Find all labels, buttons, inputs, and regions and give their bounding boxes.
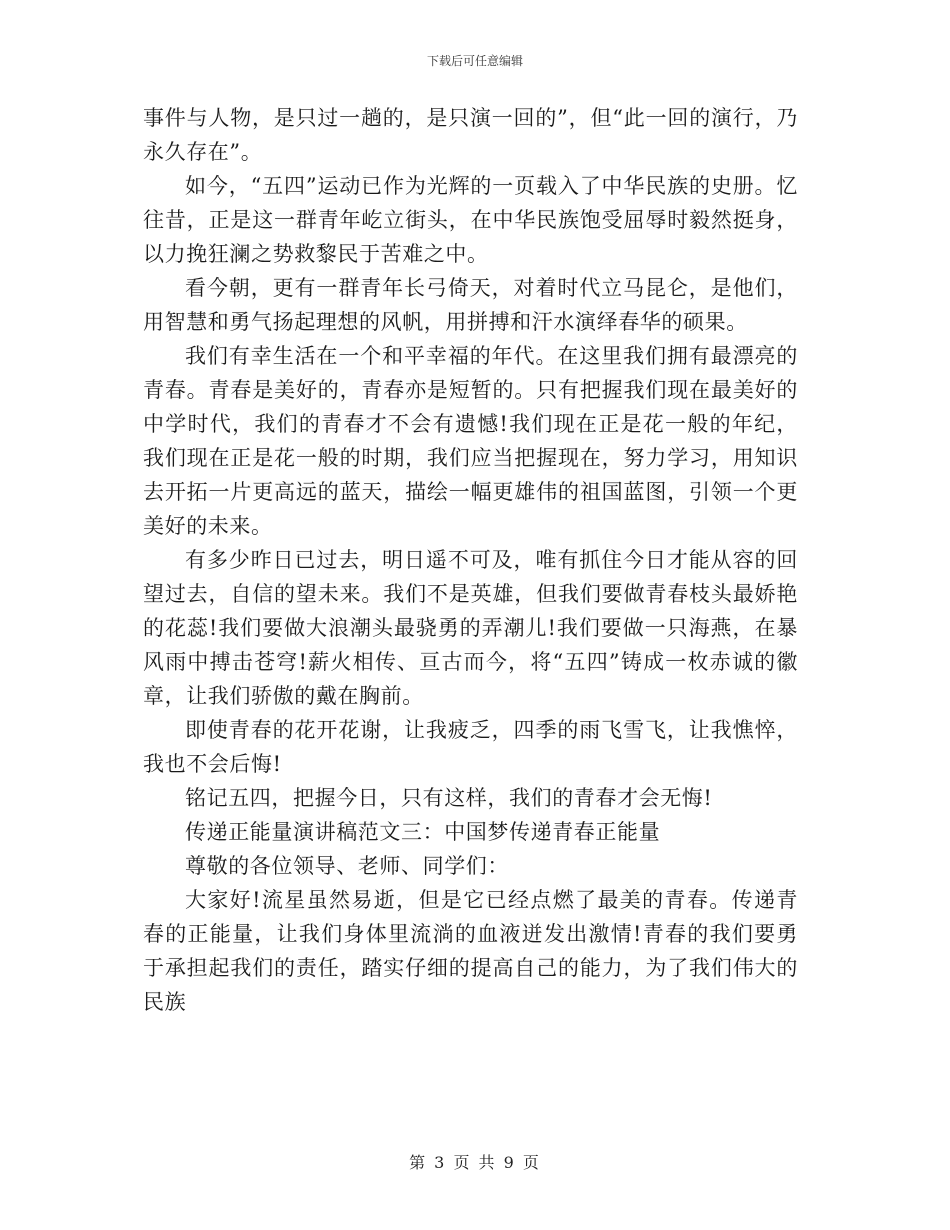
- paragraph-1: 事件与人物，是只过一趟的，是只演一回的”，但“此一回的演行，乃永久存在”。: [143, 106, 798, 164]
- paragraph-7: 铭记五四，把握今日，只有这样，我们的青春才会无悔!: [185, 786, 713, 810]
- page-header: 下载后可任意编辑: [426, 54, 523, 68]
- document-body: [143, 101, 798, 1019]
- paragraph-3: 看今朝，更有一群青年长弓倚天，对着时代立马昆仑，是他们，用智慧和勇气扬起理想的风帆，用拼搏和汗水演绎春华的硕果。: [143, 276, 798, 334]
- page-number: 第 3 页 共 9 页: [409, 1153, 541, 1172]
- paragraph-10: 大家好!流星虽然易逝，但是它已经点燃了最美的青春。传递青春的正能量，让我们身体里流淌的血液迸发出激情!青春的我们要勇于承担起我们的责任，踏实仔细的提高自己的能力，为了我们伟大的民族: [143, 888, 798, 1014]
- paragraph-4: 我们有幸生活在一个和平幸福的年代。在这里我们拥有最漂亮的青春。青春是美好的，青春亦是短暂的。只有把握我们现在最美好的中学时代，我们的青春才不会有遗憾!我们现在正是花一般的年纪，我们现在正是花一般的时期，我们应当把握现在，努力学习，用知识去开拓一片更高远的蓝天，描绘一幅更雄伟的祖国蓝图，引领一个更美好的未来。: [143, 344, 798, 538]
- paragraph-2: 如今，“五四”运动已作为光辉的一页载入了中华民族的史册。忆往昔，正是这一群青年屹立街头，在中华民族饱受屈辱时毅然挺身，以力挽狂澜之势救黎民于苦难之中。: [143, 174, 798, 266]
- paragraph-5: 有多少昨日已过去，明日遥不可及，唯有抓住今日才能从容的回望过去，自信的望未来。我们不是英雄，但我们要做青春枝头最娇艳的花蕊!我们要做大浪潮头最骁勇的弄潮儿!我们要做一只海燕，在暴风雨中搏击苍穹!薪火相传、亘古而今，将“五四”铸成一枚赤诚的徽章，让我们骄傲的戴在胸前。: [143, 548, 798, 708]
- section-heading: 传递正能量演讲稿范文三：中国梦传递青春正能量: [185, 820, 661, 844]
- paragraph-6: 即使青春的花开花谢，让我疲乏，四季的雨飞雪飞，让我憔悴，我也不会后悔!: [143, 718, 798, 776]
- salutation: 尊敬的各位领导、老师、同学们：: [185, 854, 509, 878]
